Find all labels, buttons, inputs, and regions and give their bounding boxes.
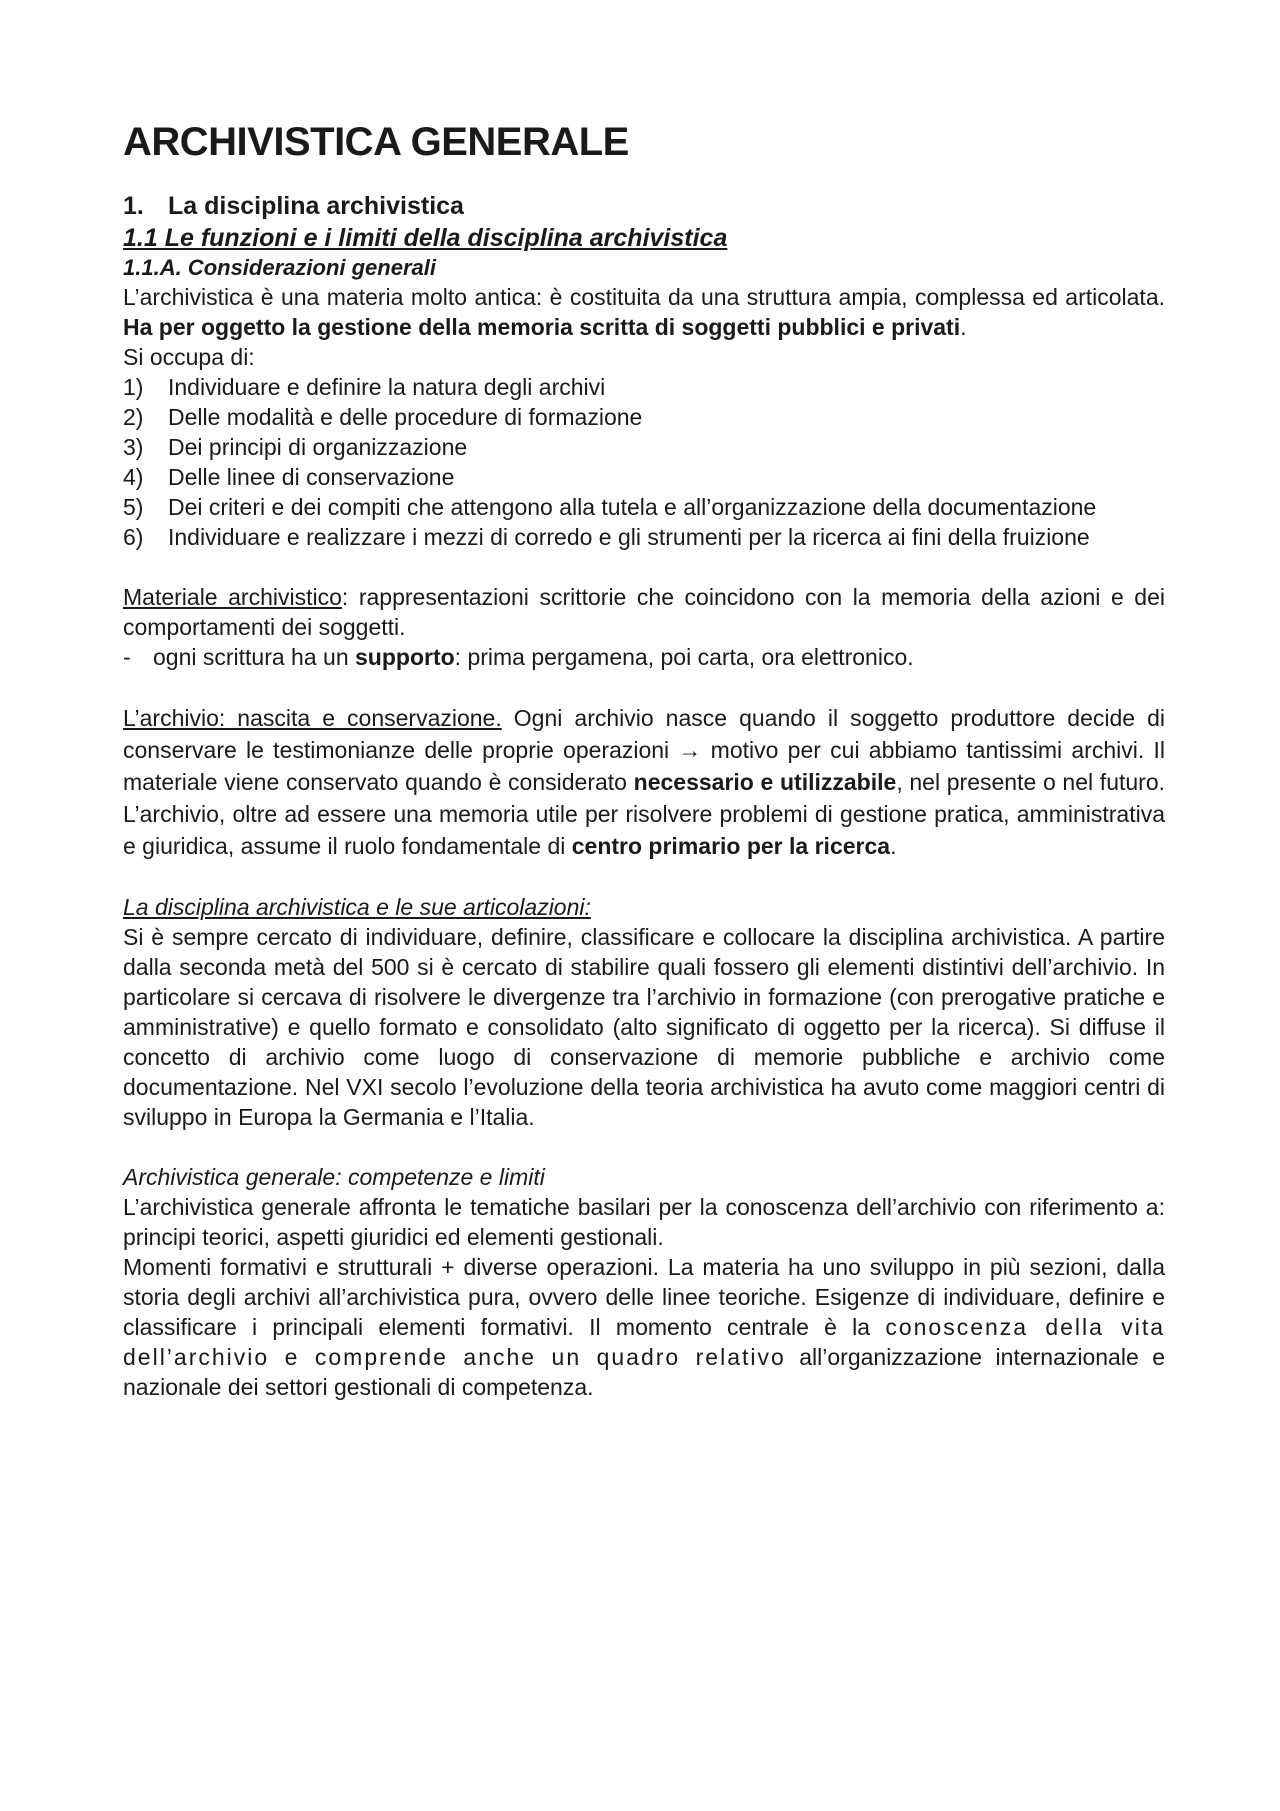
articolazioni-heading-colon: : (584, 894, 591, 920)
list-item (123, 432, 1165, 462)
list-item (123, 492, 1165, 522)
chapter-title: La disciplina archivistica (168, 192, 464, 220)
tasks-list (123, 372, 1165, 552)
intro-text: L’archivistica è una materia molto antica: è costituita da una struttura ampia, complessa ed articolata. (123, 284, 1165, 310)
archivio-bold-1: necessario e utilizzabile (633, 769, 897, 795)
spacer (123, 1132, 1165, 1162)
list-item-number: 3) (123, 434, 144, 460)
intro-bold: Ha per oggetto la gestione della memoria scritta di soggetti pubblici e privati (123, 314, 961, 340)
list-item (123, 372, 1165, 402)
materiale-label: Materiale archivistico (123, 584, 342, 610)
intro-paragraph (123, 282, 1165, 342)
occupa-line: Si occupa di: (123, 344, 255, 370)
articolazioni-heading (123, 892, 1165, 922)
document-page (123, 118, 1165, 1402)
list-item-text: Individuare e realizzare i mezzi di corredo e gli strumenti per la ricerca ai fini della fruizione (168, 524, 1090, 550)
dash-marker: - (123, 644, 131, 670)
list-item (123, 402, 1165, 432)
list-item-number: 2) (123, 404, 144, 430)
section-heading: 1.1 Le funzioni e i limiti della disciplina archivistica (123, 224, 728, 252)
articolazioni-heading-text: La disciplina archivistica e le sue articolazioni (123, 894, 585, 920)
competenze-spaced-text: conoscenza della vita dell’archivio e comprende anche un quadro relativo (123, 1314, 1165, 1370)
archivio-text-2: , nel presente o nel futuro. L’archivio, oltre ad essere una memoria utile per risolvere problemi di gestione pratica, amministrativa e giuridica, assume il ruolo fondamentale di (123, 769, 1166, 859)
competenze-paragraph-1: L’archivistica generale affronta le tematiche basilari per la conoscenza dell’archivio con riferimento a: principi teorici, aspetti giuridici ed elementi gestionali. (123, 1194, 1165, 1250)
materiale-text: : rappresentazioni scrittorie che coincidono con la memoria della azioni e dei comportamenti dei soggetti. (123, 584, 1165, 640)
list-item (123, 522, 1165, 552)
list-item-text: Delle modalità e delle procedure di formazione (168, 404, 643, 430)
chapter-heading (123, 190, 1165, 222)
list-item-number: 4) (123, 464, 144, 490)
archivio-paragraph (123, 702, 1165, 862)
bullet-end: : prima pergamena, poi carta, ora elettronico. (454, 644, 914, 670)
list-item-text: Dei principi di organizzazione (168, 434, 468, 460)
articolazioni-paragraph: Si è sempre cercato di individuare, definire, classificare e collocare la disciplina archivistica. A partire dalla seconda metà del 500 si è cercato di stabilire quali fossero gli elementi distintivi dell’archivio. In particolare si cercava di risolvere le divergenze tra l’archivio in formazione (con prerogative pratiche e amministrative) e quello formato e consolidato (alto significato di oggetto per la ricerca). Si diffuse il concetto di archivio come luogo di conservazione di memorie pubbliche e archivio come documentazione. Nel VXI secolo l’evoluzione della teoria archivistica ha avuto come maggiori centri di sviluppo in Europa la Germania e l’Italia. (123, 924, 1165, 1130)
list-item-text: Individuare e definire la natura degli archivi (168, 374, 606, 400)
supporto-bullet (123, 642, 1165, 672)
competenze-paragraph-2 (123, 1252, 1165, 1402)
spacer (123, 552, 1165, 582)
subsection-heading: 1.1.A. Considerazioni generali (123, 255, 436, 280)
list-item (123, 462, 1165, 492)
competenze-heading: Archivistica generale: competenze e limiti (123, 1164, 545, 1190)
list-item-number: 5) (123, 494, 144, 520)
document-title: ARCHIVISTICA GENERALE (123, 120, 629, 164)
bullet-text (153, 642, 914, 672)
materiale-paragraph (123, 582, 1165, 642)
list-item-text: Delle linee di conservazione (168, 464, 455, 490)
competenze-text: Momenti formativi e strutturali + diverse operazioni. La materia ha uno sviluppo in più sezioni, dalla storia degli archivi all’archivistica pura, ovvero delle linee teoriche. Esigenze di individuare, definire e classificare i principali elementi formativi. Il momento centrale è la (123, 1254, 1165, 1340)
list-item-number: 6) (123, 524, 144, 550)
archivio-text-3: . (890, 833, 897, 859)
spacer (123, 672, 1165, 702)
bullet-start: ogni scrittura ha un (153, 644, 356, 670)
spacer (123, 862, 1165, 892)
archivio-text-1: Ogni archivio nasce quando il soggetto produttore decide di conservare le testimonianze delle proprie operazioni → motivo per cui abbiamo tantissimi archivi. Il materiale viene conservato quando è considerato (123, 705, 1165, 795)
chapter-number: 1. (123, 192, 144, 220)
competenze-end: all’organizzazione internazionale e nazionale dei settori gestionali di competenza. (123, 1344, 1166, 1400)
archivio-label: L’archivio: nascita e conservazione. (123, 705, 502, 731)
list-item-text: Dei criteri e dei compiti che attengono alla tutela e all’organizzazione della documentazione (168, 494, 1097, 520)
intro-end: . (960, 314, 967, 340)
archivio-bold-2: centro primario per la ricerca (571, 833, 891, 859)
bullet-bold: supporto (355, 644, 455, 670)
list-item-number: 1) (123, 374, 144, 400)
